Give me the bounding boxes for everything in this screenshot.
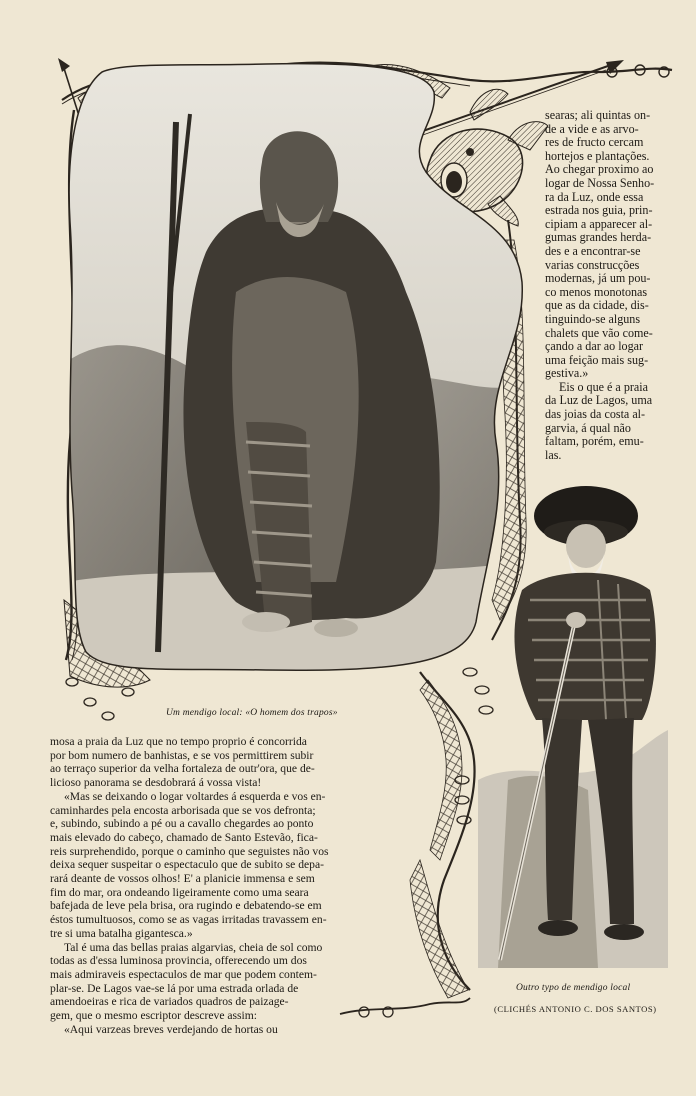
text-line: e, subindo, subindo a pé ou a cavallo chegardes ao ponto xyxy=(50,817,314,831)
text-line: mais elevado do cabeço, chamado de Santo Estevão, fica- xyxy=(50,830,318,844)
text-line: da Luz de Lagos, uma xyxy=(545,393,653,408)
right-text-column xyxy=(545,109,674,462)
photo-credit: (CLICHÉS ANTONIO C. DOS SANTOS) xyxy=(494,1004,657,1014)
text-line: deixa sequer suspeitar o espectaculo que de subito se depa- xyxy=(50,858,324,872)
text-line: éstos tumultuosos, como se as vagas irritadas travassem en- xyxy=(50,913,327,927)
text-line: des e a encontrar-se xyxy=(545,243,641,258)
text-line: caminhardes pela encosta arborisada que se vos defronta; xyxy=(50,803,316,817)
caption-right-photo: Outro typo de mendigo local xyxy=(516,983,631,993)
text-line: das joias da costa al- xyxy=(545,407,646,422)
text-line: Eis o que é a praia xyxy=(559,379,648,394)
bottom-text-column xyxy=(50,735,420,1036)
text-line: que as da cidade, dis- xyxy=(545,298,649,313)
text-line: por bom numero de banhistas, e se vos permittirem subir xyxy=(50,748,314,762)
text-line: gem, que o mesmo escriptor descreve assim: xyxy=(50,1009,258,1023)
photo-hat-man-image xyxy=(478,480,668,968)
text-line: estrada nos guia, prin- xyxy=(545,203,653,218)
text-line: Tal é uma das bellas praias algarvias, cheia de sol como xyxy=(64,940,323,954)
text-line: licioso panorama se desdobrará á vossa vista! xyxy=(50,776,262,790)
text-line: plar-se. De Lagos vae-se lá por uma estrada orlada de xyxy=(50,981,299,995)
text-line: Ao chegar proximo ao xyxy=(545,162,654,177)
text-line: «Aqui varzeas breves verdejando de hortas ou xyxy=(64,1022,278,1036)
text-line: co menos monotonas xyxy=(545,284,648,299)
text-line: mosa a praia da Luz que no tempo proprio é concorrida xyxy=(50,735,307,748)
text-line: amendoeiras e rica de variados quadros de paizage- xyxy=(50,995,289,1009)
text-line: res de fructo cercam xyxy=(545,135,644,150)
text-line: hortejos e plantações. xyxy=(545,148,650,163)
text-line: ao terraço superior da velha fortaleza de outr'ora, que de- xyxy=(50,762,315,776)
text-line: reis surprehendido, porque o caminho que seguistes não vos xyxy=(50,844,329,858)
text-line: gumas grandes herda- xyxy=(545,230,652,245)
text-line: de a vide e as arvo- xyxy=(545,121,639,136)
photo-hat-man xyxy=(478,480,668,968)
text-line: las. xyxy=(545,447,562,462)
text-line: cipiam a apparecer al- xyxy=(545,216,653,231)
photo-rag-man-image xyxy=(66,62,524,674)
text-line: çando a dar ao logar xyxy=(545,339,644,354)
text-line: garvia, á qual não xyxy=(545,420,631,435)
text-line: gestiva.» xyxy=(545,366,589,381)
text-line: fim do mar, ora ondeando ligeiramente como uma seara xyxy=(50,885,309,899)
caption-left-photo: Um mendigo local: «O homem dos trapos» xyxy=(166,708,338,718)
text-line: ra da Luz, onde essa xyxy=(545,189,644,204)
text-line: logar de Nossa Senho- xyxy=(545,175,655,190)
text-line: bafejada de leve pela brisa, ora rugindo e debatendo-se em xyxy=(50,899,322,913)
text-line: rará deante de vossos olhos! E' a planicie immensa e sem xyxy=(50,872,315,886)
text-line: «Mas se deixando o logar voltardes á esquerda e vos en- xyxy=(64,789,326,803)
text-line: tre si uma batalha gigantesca.» xyxy=(50,926,193,940)
text-line: mais admiraveis espectaculos de mar que podem contem- xyxy=(50,967,317,981)
text-line: faltam, porém, emu- xyxy=(545,434,644,449)
text-line: tinguindo-se alguns xyxy=(545,311,641,326)
text-line: todas as d'essa luminosa provincia, offerecendo um dos xyxy=(50,954,307,968)
text-line: chalets que vão come- xyxy=(545,325,653,340)
text-line: uma feição mais sug- xyxy=(545,352,649,367)
text-line: varias construcções xyxy=(545,257,640,272)
text-line: modernas, já um pou- xyxy=(545,271,651,286)
text-line: searas; ali quintas on- xyxy=(545,108,651,122)
photo-rag-man xyxy=(66,62,524,674)
